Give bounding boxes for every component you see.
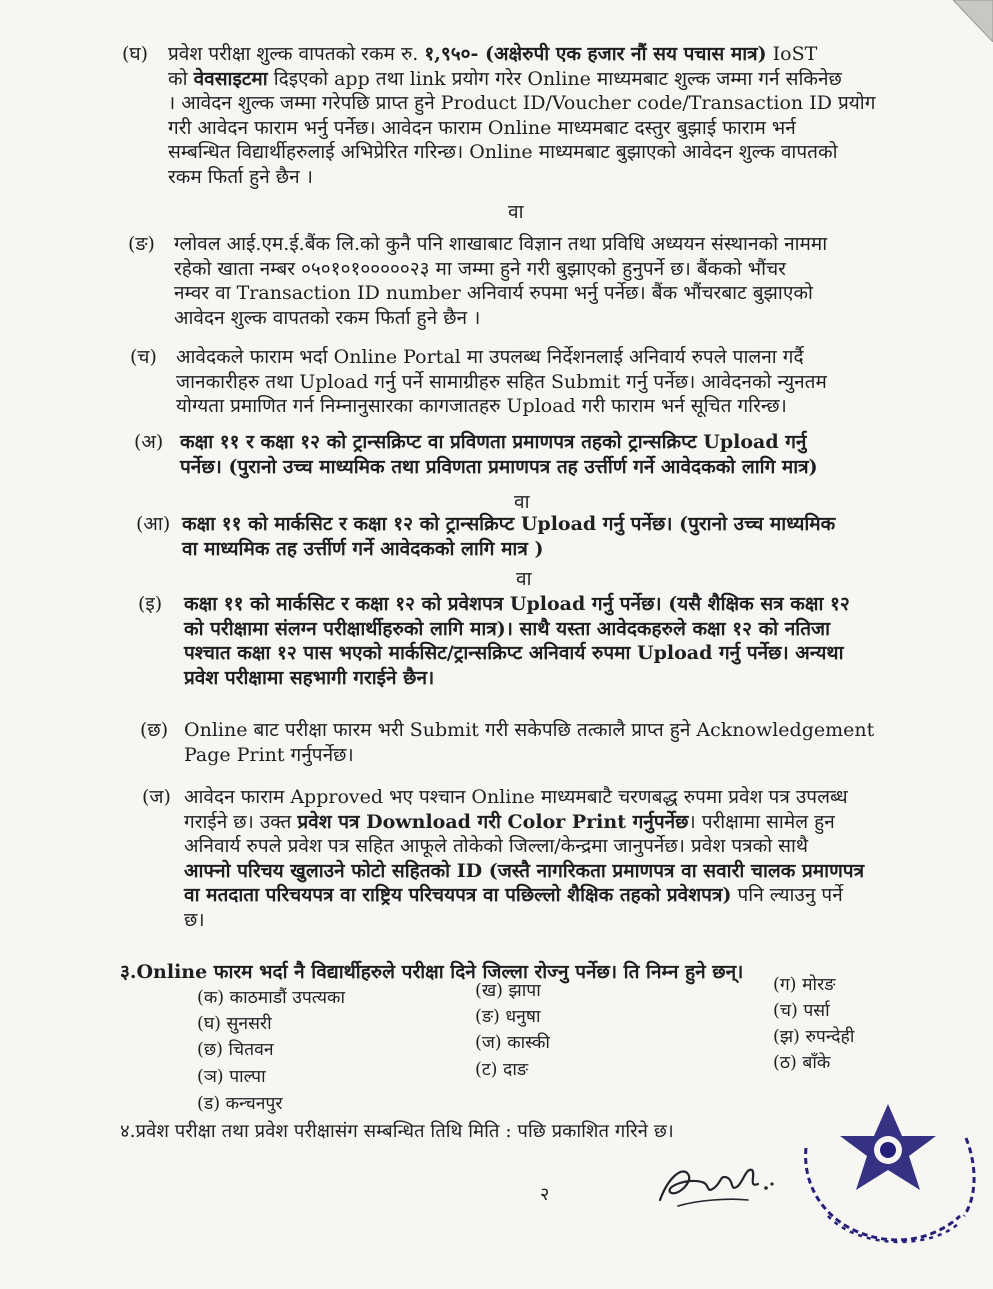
para-ja-label: (ज)	[142, 786, 171, 808]
dates-note: ४.प्रवेश परीक्षा तथा प्रवेश परीक्षासंग सम्बन्धित तिथि मिति : पछि प्रकाशित गरिने छ।	[120, 1121, 674, 1142]
para-nga-segment: रहेको खाता नम्बर ०५०१०१०००००२३ मा जम्मा हुने गरी बुझाएको हुनुपर्ने छ। बैंकको भौंचर	[174, 257, 786, 280]
para-i-segment: पश्चात कक्षा १२ पास भएको मार्कसिट/ट्रान्सक्रिप्ट अनिवार्य रुपमा Upload गर्नु पर्नेछ। अन्यथा	[184, 642, 844, 664]
district-morang: (ग) मोरङ	[773, 975, 836, 995]
para-aa-text	[182, 512, 835, 561]
para-cha-segment: योग्यता प्रमाणित गर्न निम्नानुसारका कागजातहरु Upload गरी फाराम भर्न सूचित गरिन्छ।	[176, 395, 787, 417]
para-nga-line	[174, 281, 827, 306]
para-gha-line	[168, 165, 875, 190]
para-nga-segment: ग्लोवल आई.एम.ई.बैंक लि.को कुनै पनि शाखाबाट विज्ञान तथा प्रविधि अध्ययन संस्थानको नाममा	[174, 233, 828, 255]
para-i-line	[184, 617, 850, 642]
district-jhapa: (ख) झापा	[475, 981, 541, 1001]
page-fold-corner	[953, 0, 993, 42]
district-sunsari: (घ) सुनसरी	[197, 1014, 272, 1034]
para-i-text	[184, 592, 850, 690]
para-gha-segment: रकम फिर्ता हुने छैन ।	[168, 165, 313, 188]
para-gha-segment: वेवसाइटमा	[193, 67, 268, 90]
district-kanchanpur: (ड) कन्चनपुर	[197, 1094, 283, 1114]
para-i-line	[184, 641, 850, 666]
district-dhanusha: (ङ) धनुषा	[475, 1007, 541, 1027]
or-separator-3: वा	[516, 568, 532, 590]
para-ja-line	[184, 908, 864, 933]
para-ja-line	[184, 859, 864, 884]
para-a-segment: कक्षा ११ र कक्षा १२ को ट्रान्सक्रिप्ट वा प्रविणता प्रमाणपत्र तहको ट्रान्सक्रिप्ट Upload गर्नु	[180, 431, 807, 453]
para-aa-segment: वा माध्यमिक तह उर्त्तीर्ण गर्ने आवेदकको लागि मात्र )	[182, 537, 544, 560]
para-gha-segment: । आवेदन शुल्क जम्मा गरेपछि प्राप्त हुने Product ID/Voucher code/Transaction ID प्रयोग	[168, 92, 876, 114]
para-cha-text	[176, 345, 827, 419]
para-aa-label: (आ)	[136, 513, 171, 535]
para-chha-segment: Page Print गर्नुपर्नेछ।	[184, 743, 354, 766]
para-i-label: (इ)	[138, 593, 163, 615]
district-parsa: (च) पर्सा	[773, 1001, 830, 1021]
para-ja-segment: प्रवेश पत्र Download गरी Color Print गर्नुपर्नेछ	[297, 810, 689, 833]
district-heading: ३.Online फारम भर्दा नै विद्यार्थीहरुले परीक्षा दिने जिल्ला रोज्नु पर्नेछ। ति निम्न हुने छन्।	[120, 961, 744, 983]
para-chha-segment: Online बाट परीक्षा फारम भरी Submit गरी सकेपछि तत्कालै प्राप्त हुने Acknowledgement	[184, 719, 875, 741]
para-nga-segment: नम्वर वा Transaction ID number अनिवार्य रुपमा भर्नु पर्नेछ। बैंक भौंचरबाट बुझाएको	[174, 282, 813, 304]
para-a-label: (अ)	[134, 431, 164, 453]
signature-icon	[648, 1148, 778, 1218]
para-ja-segment: गराईने छ। उक्त	[184, 810, 298, 833]
page-number: २	[540, 1184, 550, 1205]
para-nga-line	[174, 306, 827, 331]
para-ja-line	[184, 785, 864, 810]
institute-seal-icon	[788, 1098, 988, 1258]
para-gha-segment: सम्बन्धित विद्यार्थीहरुलाई अभिप्रेरित गरिन्छ। Online माध्यमबाट बुझाएको आवेदन शुल्क वापतको	[168, 141, 838, 163]
para-gha-line	[168, 67, 875, 92]
or-separator-1: वा	[508, 201, 524, 223]
para-gha-line	[168, 116, 875, 141]
para-gha-segment: दिइएको app तथा link प्रयोग गरेर Online माध्यमबाट शुल्क जम्मा गर्न सकिनेछ	[267, 67, 842, 90]
para-gha-line	[168, 42, 875, 67]
para-gha-segment: गरी आवेदन फाराम भर्नु पर्नेछ। आवेदन फाराम Online माध्यमबाट दस्तुर बुझाई फाराम भर्न	[168, 116, 796, 139]
district-kaski: (ज) कास्की	[475, 1033, 550, 1053]
para-chha-text	[184, 718, 874, 767]
para-a-text	[180, 430, 818, 479]
para-chha-label: (छ)	[140, 719, 169, 741]
para-a-line	[180, 455, 818, 480]
para-cha-segment: आवेदकले फाराम भर्दा Online Portal मा उपलब्ध निर्देशनलाई अनिवार्य रुपले पालना गर्दै	[176, 346, 804, 368]
para-a-line	[180, 430, 818, 455]
para-ja-line	[184, 810, 864, 835]
district-palpa: (ञ) पाल्पा	[197, 1067, 266, 1087]
para-aa-line	[182, 537, 835, 562]
para-ja-segment: आवेदन फाराम Approved भए पश्चान Online माध्यमबाटै चरणबद्ध रुपमा प्रवेश पत्र उपलब्ध	[184, 786, 848, 808]
para-cha-segment: जानकारीहरु तथा Upload गर्नु पर्ने सामाग्रीहरु सहित Submit गर्नु पर्नेछ। आवेदनको न्युनतम	[176, 370, 827, 393]
para-ja-line	[184, 883, 864, 908]
para-nga-label: (ङ)	[128, 233, 155, 255]
para-cha-label: (च)	[130, 346, 157, 368]
or-separator-2: वा	[514, 491, 530, 513]
para-i-segment: प्रवेश परीक्षामा सहभागी गराईने छैन।	[184, 666, 435, 689]
para-a-segment: पर्नेछ। (पुरानो उच्च माध्यमिक तथा प्रविणता प्रमाणपत्र तह उर्त्तीर्ण गर्ने आवेदकको लागि मात्र)	[180, 455, 818, 478]
para-ja-segment: । परीक्षामा सामेल हुन	[688, 810, 835, 833]
para-gha-segment: IoST	[766, 43, 818, 65]
para-chha-line	[184, 743, 874, 768]
para-cha-line	[176, 394, 827, 419]
district-dang: (ट) दाङ	[475, 1060, 529, 1080]
para-ja-line	[184, 834, 864, 859]
district-rupandehi: (झ) रुपन्देही	[773, 1027, 855, 1047]
para-ja-segment: अनिवार्य रुपले प्रवेश पत्र सहित आफूले तोकेको जिल्ला/केन्द्रमा जानुपर्नेछ। प्रवेश पत्रको साथै	[184, 835, 809, 857]
para-ja-segment: आफ्नो परिचय खुलाउने फोटो सहितको ID (जस्तै नागरिकता प्रमाणपत्र वा सवारी चालक प्रमाणपत्र	[184, 859, 865, 882]
para-gha-segment: १,९५०- (अक्षेरुपी एक हजार नौं सय पचास मात्र)	[424, 43, 767, 65]
para-gha-text	[168, 42, 875, 189]
para-cha-line	[176, 345, 827, 370]
para-aa-line	[182, 512, 835, 537]
para-gha-line	[168, 91, 875, 116]
district-chitwan: (छ) चितवन	[197, 1040, 274, 1060]
para-i-segment: कक्षा ११ को मार्कसिट र कक्षा १२ को प्रवेशपत्र Upload गर्नु पर्नेछ। (यसै शैक्षिक सत्र कक्षा १२	[184, 593, 850, 615]
para-ja-segment: वा मतदाता परिचयपत्र वा राष्ट्रिय परिचयपत्र वा पछिल्लो शैक्षिक तहको प्रवेशपत्र)	[184, 884, 732, 906]
para-nga-segment: आवेदन शुल्क वापतको रकम फिर्ता हुने छैन ।	[174, 306, 481, 329]
para-ja-segment: छ।	[184, 908, 205, 931]
para-chha-line	[184, 718, 874, 743]
para-ja-text	[184, 785, 864, 932]
para-ja-segment: पनि ल्याउनु पर्ने	[731, 884, 843, 906]
district-kathmandu: (क) काठमाडौं उपत्यका	[197, 988, 345, 1008]
para-cha-line	[176, 370, 827, 395]
para-i-line	[184, 592, 850, 617]
para-gha-segment: प्रवेश परीक्षा शुल्क वापतको रकम रु.	[168, 43, 425, 65]
para-gha-label: (घ)	[122, 43, 149, 65]
para-nga-line	[174, 232, 827, 257]
para-aa-segment: कक्षा ११ को मार्कसिट र कक्षा १२ को ट्रान्सक्रिप्ट Upload गर्नु पर्नेछ। (पुरानो उच्च माध्यमिक	[182, 513, 836, 535]
para-gha-segment: को	[168, 67, 194, 90]
para-i-line	[184, 666, 850, 691]
para-gha-line	[168, 140, 875, 165]
para-i-segment: को परीक्षामा संलग्न परीक्षार्थीहरुको लागि मात्र)। साथै यस्ता आवेदकहरुले कक्षा १२ को नतिजा	[184, 617, 831, 640]
para-nga-line	[174, 257, 827, 282]
para-nga-text	[174, 232, 827, 330]
district-banke: (ठ) बाँके	[773, 1053, 831, 1073]
